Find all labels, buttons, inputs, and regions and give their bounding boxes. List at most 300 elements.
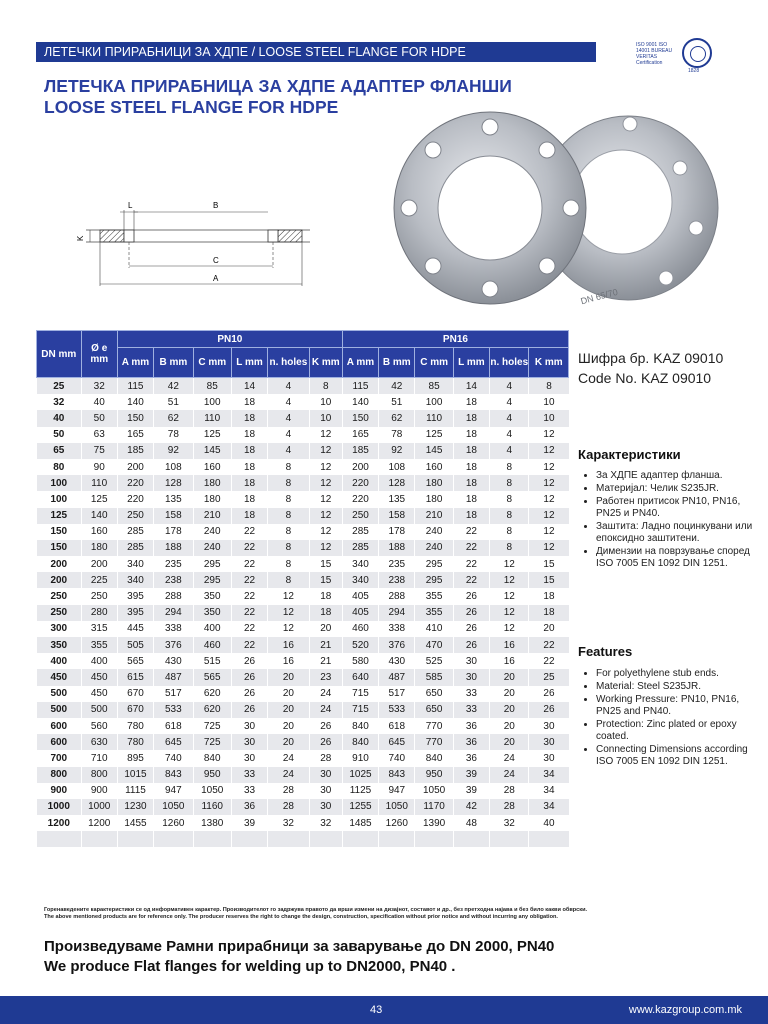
table-cell: 26 bbox=[453, 588, 489, 604]
table-cell-empty bbox=[379, 831, 415, 847]
table-cell: 62 bbox=[379, 410, 415, 426]
table-cell: 18 bbox=[231, 508, 267, 524]
table-cell: 18 bbox=[309, 588, 342, 604]
table-cell: 15 bbox=[309, 572, 342, 588]
table-cell: 8 bbox=[490, 508, 529, 524]
page-footer bbox=[0, 996, 768, 1024]
table-cell: 30 bbox=[529, 750, 569, 766]
table-cell: 250 bbox=[81, 588, 117, 604]
table-cell: 12 bbox=[529, 540, 569, 556]
table-cell: 4 bbox=[268, 394, 309, 410]
table-cell: 18 bbox=[453, 410, 489, 426]
table-cell: 1115 bbox=[117, 783, 153, 799]
table-cell: 10 bbox=[309, 394, 342, 410]
table-cell: 4 bbox=[490, 410, 529, 426]
table-cell: 780 bbox=[117, 718, 153, 734]
table-cell: 20 bbox=[268, 734, 309, 750]
table-cell: 180 bbox=[81, 540, 117, 556]
cell-dn: 100 bbox=[37, 491, 82, 507]
table-cell-empty bbox=[37, 831, 82, 847]
table-cell: 178 bbox=[379, 524, 415, 540]
table-cell: 18 bbox=[529, 588, 569, 604]
table-cell: 8 bbox=[268, 475, 309, 491]
table-cell: 250 bbox=[117, 508, 153, 524]
table-cell: 4 bbox=[268, 443, 309, 459]
table-cell: 32 bbox=[309, 815, 342, 831]
characteristics-heading: Карактеристики bbox=[578, 447, 681, 462]
table-cell: 188 bbox=[154, 540, 193, 556]
table-cell: 18 bbox=[453, 459, 489, 475]
table-row bbox=[37, 524, 569, 540]
table-cell: 18 bbox=[231, 443, 267, 459]
table-cell: 20 bbox=[268, 686, 309, 702]
table-cell: 22 bbox=[231, 572, 267, 588]
table-cell: 28 bbox=[490, 783, 529, 799]
table-cell: 26 bbox=[453, 637, 489, 653]
table-cell: 185 bbox=[342, 443, 378, 459]
table-cell: 400 bbox=[193, 621, 231, 637]
table-cell: 520 bbox=[342, 637, 378, 653]
table-cell: 910 bbox=[342, 750, 378, 766]
table-cell: 220 bbox=[117, 491, 153, 507]
table-cell: 238 bbox=[379, 572, 415, 588]
table-cell: 20 bbox=[309, 621, 342, 637]
table-cell: 405 bbox=[342, 588, 378, 604]
table-cell: 12 bbox=[268, 605, 309, 621]
table-cell: 110 bbox=[415, 410, 453, 426]
table-cell: 900 bbox=[81, 783, 117, 799]
header-outer-diameter: Ø e mm bbox=[81, 331, 117, 378]
table-cell: 158 bbox=[154, 508, 193, 524]
table-cell: 180 bbox=[193, 475, 231, 491]
table-cell: 20 bbox=[268, 702, 309, 718]
page-title-en: LOOSE STEEL FLANGE FOR HDPE bbox=[44, 97, 339, 117]
table-cell-empty bbox=[81, 831, 117, 847]
table-row bbox=[37, 653, 569, 669]
cell-dn: 300 bbox=[37, 621, 82, 637]
dim-label-k: K bbox=[76, 235, 85, 241]
table-cell: 33 bbox=[453, 686, 489, 702]
table-cell: 135 bbox=[154, 491, 193, 507]
table-row bbox=[37, 669, 569, 685]
table-cell: 1050 bbox=[193, 783, 231, 799]
table-row bbox=[37, 491, 569, 507]
list-item: • Connecting Dimensions according ISO 7005 EN 1092 DIN 1251. bbox=[596, 744, 756, 768]
dim-label-b: B bbox=[213, 201, 219, 210]
subheader-pn16-1: B mm bbox=[379, 348, 415, 378]
table-cell: 165 bbox=[342, 427, 378, 443]
table-row bbox=[37, 540, 569, 556]
table-cell: 158 bbox=[379, 508, 415, 524]
subheader-pn16-4: n. holes bbox=[490, 348, 529, 378]
table-cell: 1160 bbox=[193, 799, 231, 815]
table-cell: 125 bbox=[415, 427, 453, 443]
cell-dn: 500 bbox=[37, 686, 82, 702]
table-cell: 487 bbox=[379, 669, 415, 685]
table-cell: 34 bbox=[529, 799, 569, 815]
table-cell: 30 bbox=[231, 750, 267, 766]
table-cell: 840 bbox=[193, 750, 231, 766]
table-cell: 178 bbox=[154, 524, 193, 540]
table-cell: 33 bbox=[231, 783, 267, 799]
table-cell: 12 bbox=[309, 459, 342, 475]
table-cell: 18 bbox=[231, 427, 267, 443]
table-cell: 26 bbox=[529, 686, 569, 702]
table-cell: 8 bbox=[268, 572, 309, 588]
table-cell: 12 bbox=[309, 540, 342, 556]
table-cell: 42 bbox=[379, 378, 415, 395]
table-cell: 22 bbox=[529, 637, 569, 653]
table-cell: 8 bbox=[490, 475, 529, 491]
table-cell: 24 bbox=[490, 750, 529, 766]
table-cell: 39 bbox=[231, 815, 267, 831]
table-cell: 533 bbox=[379, 702, 415, 718]
table-cell: 350 bbox=[193, 588, 231, 604]
cell-dn: 150 bbox=[37, 540, 82, 556]
table-cell: 12 bbox=[529, 508, 569, 524]
table-cell: 460 bbox=[193, 637, 231, 653]
table-cell: 30 bbox=[453, 669, 489, 685]
table-cell: 185 bbox=[117, 443, 153, 459]
table-cell: 1230 bbox=[117, 799, 153, 815]
table-cell: 26 bbox=[231, 702, 267, 718]
cell-dn: 500 bbox=[37, 702, 82, 718]
table-cell: 410 bbox=[415, 621, 453, 637]
table-cell: 40 bbox=[529, 815, 569, 831]
list-item: • Заштита: Ладно поцинкувани или епоксидно заштитени. bbox=[596, 521, 756, 545]
bureau-veritas-seal-icon bbox=[682, 38, 712, 68]
table-cell: 36 bbox=[453, 718, 489, 734]
subheader-pn10-0: A mm bbox=[117, 348, 153, 378]
table-cell: 1455 bbox=[117, 815, 153, 831]
header-pn10: PN10 bbox=[117, 331, 342, 348]
table-cell: 200 bbox=[117, 459, 153, 475]
table-cell: 26 bbox=[529, 702, 569, 718]
dimensions-table bbox=[36, 330, 569, 847]
table-cell: 22 bbox=[231, 605, 267, 621]
table-cell: 30 bbox=[231, 718, 267, 734]
table-cell: 200 bbox=[342, 459, 378, 475]
table-cell: 355 bbox=[81, 637, 117, 653]
table-cell: 12 bbox=[490, 621, 529, 637]
table-cell: 200 bbox=[81, 556, 117, 572]
table-cell: 618 bbox=[154, 718, 193, 734]
table-cell: 28 bbox=[268, 783, 309, 799]
table-cell: 285 bbox=[117, 540, 153, 556]
table-cell: 85 bbox=[415, 378, 453, 395]
cell-dn: 800 bbox=[37, 767, 82, 783]
table-cell-empty bbox=[193, 831, 231, 847]
table-cell: 505 bbox=[117, 637, 153, 653]
cell-dn: 65 bbox=[37, 443, 82, 459]
table-cell: 39 bbox=[453, 767, 489, 783]
table-cell: 1260 bbox=[379, 815, 415, 831]
table-cell: 340 bbox=[342, 556, 378, 572]
table-cell: 650 bbox=[415, 686, 453, 702]
table-cell: 30 bbox=[529, 734, 569, 750]
table-cell: 338 bbox=[379, 621, 415, 637]
table-row bbox=[37, 588, 569, 604]
cell-dn: 600 bbox=[37, 718, 82, 734]
table-cell: 8 bbox=[490, 459, 529, 475]
table-row bbox=[37, 443, 569, 459]
table-cell: 115 bbox=[342, 378, 378, 395]
table-cell: 1200 bbox=[81, 815, 117, 831]
subheader-pn16-0: A mm bbox=[342, 348, 378, 378]
table-cell: 470 bbox=[415, 637, 453, 653]
table-cell: 430 bbox=[154, 653, 193, 669]
website-link[interactable]: www.kazgroup.com.mk bbox=[628, 1004, 742, 1016]
table-cell: 108 bbox=[379, 459, 415, 475]
table-cell: 1260 bbox=[154, 815, 193, 831]
table-cell: 22 bbox=[231, 621, 267, 637]
table-cell: 295 bbox=[415, 556, 453, 572]
table-cell: 145 bbox=[193, 443, 231, 459]
table-row bbox=[37, 572, 569, 588]
table-cell: 770 bbox=[415, 718, 453, 734]
table-cell: 715 bbox=[342, 702, 378, 718]
table-cell: 22 bbox=[453, 524, 489, 540]
table-cell: 715 bbox=[342, 686, 378, 702]
table-cell: 22 bbox=[231, 524, 267, 540]
table-cell: 180 bbox=[415, 491, 453, 507]
table-cell: 16 bbox=[490, 653, 529, 669]
cell-dn: 200 bbox=[37, 572, 82, 588]
table-cell: 22 bbox=[231, 637, 267, 653]
table-cell: 28 bbox=[309, 750, 342, 766]
table-cell: 8 bbox=[268, 459, 309, 475]
table-row bbox=[37, 427, 569, 443]
cell-dn: 80 bbox=[37, 459, 82, 475]
table-cell: 565 bbox=[193, 669, 231, 685]
table-cell: 42 bbox=[453, 799, 489, 815]
cell-dn: 200 bbox=[37, 556, 82, 572]
table-row bbox=[37, 605, 569, 621]
table-cell: 670 bbox=[117, 686, 153, 702]
table-cell: 24 bbox=[309, 686, 342, 702]
characteristics-list bbox=[582, 470, 756, 571]
table-cell: 18 bbox=[231, 459, 267, 475]
table-cell: 645 bbox=[379, 734, 415, 750]
section-header-bar: ЛЕТЕЧКИ ПРИРАБНИЦИ ЗА ХДПЕ / LOOSE STEEL FLANGE FOR HDPE bbox=[36, 42, 596, 62]
cell-dn: 100 bbox=[37, 475, 82, 491]
table-row bbox=[37, 556, 569, 572]
table-cell: 160 bbox=[415, 459, 453, 475]
table-cell: 145 bbox=[415, 443, 453, 459]
table-cell: 840 bbox=[342, 734, 378, 750]
table-cell: 18 bbox=[453, 443, 489, 459]
product-code-mk: Шифра бр. KAZ 09010 bbox=[578, 350, 724, 366]
table-cell: 180 bbox=[415, 475, 453, 491]
table-cell: 20 bbox=[490, 686, 529, 702]
table-cell-empty bbox=[490, 831, 529, 847]
table-cell: 4 bbox=[268, 410, 309, 426]
table-cell: 20 bbox=[490, 702, 529, 718]
table-cell: 800 bbox=[81, 767, 117, 783]
table-cell: 340 bbox=[117, 572, 153, 588]
header-pn16: PN16 bbox=[342, 331, 568, 348]
table-cell: 10 bbox=[309, 410, 342, 426]
disclaimer-en: The above mentioned products are for reference only. The producer reserves the right to change the design, construction, specification without prior notice and without incurring any obligation. bbox=[44, 914, 558, 920]
table-cell: 400 bbox=[81, 653, 117, 669]
table-cell: 8 bbox=[529, 378, 569, 395]
table-cell: 1390 bbox=[415, 815, 453, 831]
table-row bbox=[37, 767, 569, 783]
table-cell: 24 bbox=[268, 750, 309, 766]
list-item: • Материјал: Челик S235JR. bbox=[596, 483, 756, 495]
table-cell: 1380 bbox=[193, 815, 231, 831]
table-cell: 28 bbox=[490, 799, 529, 815]
table-cell: 18 bbox=[453, 508, 489, 524]
table-cell: 285 bbox=[342, 524, 378, 540]
table-cell: 22 bbox=[529, 653, 569, 669]
cell-dn: 400 bbox=[37, 653, 82, 669]
table-cell: 1485 bbox=[342, 815, 378, 831]
table-cell-empty bbox=[154, 831, 193, 847]
table-cell: 18 bbox=[453, 394, 489, 410]
table-cell: 895 bbox=[117, 750, 153, 766]
table-cell: 8 bbox=[268, 491, 309, 507]
flange-technical-drawing bbox=[70, 190, 330, 290]
table-cell: 20 bbox=[490, 734, 529, 750]
table-cell: 843 bbox=[379, 767, 415, 783]
table-cell: 445 bbox=[117, 621, 153, 637]
table-cell: 620 bbox=[193, 686, 231, 702]
table-cell: 840 bbox=[415, 750, 453, 766]
table-cell: 285 bbox=[117, 524, 153, 540]
table-cell: 18 bbox=[453, 427, 489, 443]
table-cell: 32 bbox=[490, 815, 529, 831]
table-cell: 8 bbox=[268, 524, 309, 540]
cell-dn: 1000 bbox=[37, 799, 82, 815]
cell-dn: 900 bbox=[37, 783, 82, 799]
table-cell: 150 bbox=[117, 410, 153, 426]
table-cell: 8 bbox=[309, 378, 342, 395]
table-cell: 32 bbox=[268, 815, 309, 831]
table-cell: 140 bbox=[342, 394, 378, 410]
flat-flanges-note-mk: Произведуваме Рамни прирабници за заварување до DN 2000, PN40 bbox=[44, 938, 555, 955]
table-cell: 450 bbox=[81, 669, 117, 685]
cell-dn: 1200 bbox=[37, 815, 82, 831]
table-cell: 950 bbox=[193, 767, 231, 783]
table-row-empty bbox=[37, 831, 569, 847]
table-cell: 36 bbox=[231, 799, 267, 815]
table-cell: 16 bbox=[490, 637, 529, 653]
table-cell: 220 bbox=[342, 491, 378, 507]
table-row bbox=[37, 637, 569, 653]
table-cell: 740 bbox=[379, 750, 415, 766]
table-cell: 770 bbox=[415, 734, 453, 750]
table-cell: 640 bbox=[342, 669, 378, 685]
table-cell: 12 bbox=[529, 443, 569, 459]
table-cell: 780 bbox=[117, 734, 153, 750]
table-cell: 250 bbox=[342, 508, 378, 524]
features-heading: Features bbox=[578, 644, 633, 659]
table-cell: 10 bbox=[529, 410, 569, 426]
table-cell: 128 bbox=[379, 475, 415, 491]
table-cell: 8 bbox=[490, 491, 529, 507]
cell-dn: 32 bbox=[37, 394, 82, 410]
table-cell: 36 bbox=[453, 750, 489, 766]
table-cell: 50 bbox=[81, 410, 117, 426]
table-row bbox=[37, 815, 569, 831]
table-cell: 78 bbox=[154, 427, 193, 443]
table-cell: 295 bbox=[415, 572, 453, 588]
table-cell: 294 bbox=[154, 605, 193, 621]
table-cell: 430 bbox=[379, 653, 415, 669]
flat-flanges-note-en: We produce Flat flanges for welding up to DN2000, PN40 . bbox=[44, 958, 456, 975]
cell-dn: 125 bbox=[37, 508, 82, 524]
table-cell: 285 bbox=[342, 540, 378, 556]
table-cell: 180 bbox=[193, 491, 231, 507]
table-cell: 12 bbox=[309, 508, 342, 524]
table-cell: 51 bbox=[154, 394, 193, 410]
table-cell: 24 bbox=[268, 767, 309, 783]
table-cell: 18 bbox=[231, 491, 267, 507]
table-row bbox=[37, 718, 569, 734]
table-cell: 24 bbox=[309, 702, 342, 718]
table-cell: 12 bbox=[490, 572, 529, 588]
certification-logo bbox=[636, 38, 716, 74]
table-cell: 630 bbox=[81, 734, 117, 750]
table-cell: 26 bbox=[309, 718, 342, 734]
dim-label-a: A bbox=[213, 274, 219, 283]
table-cell: 350 bbox=[193, 605, 231, 621]
table-cell: 8 bbox=[490, 540, 529, 556]
table-cell: 150 bbox=[342, 410, 378, 426]
table-cell: 160 bbox=[193, 459, 231, 475]
table-cell: 338 bbox=[154, 621, 193, 637]
table-cell: 288 bbox=[154, 588, 193, 604]
table-cell: 1025 bbox=[342, 767, 378, 783]
cell-dn: 150 bbox=[37, 524, 82, 540]
table-cell: 725 bbox=[193, 734, 231, 750]
table-cell: 710 bbox=[81, 750, 117, 766]
table-cell: 12 bbox=[309, 427, 342, 443]
table-cell: 90 bbox=[81, 459, 117, 475]
table-cell: 315 bbox=[81, 621, 117, 637]
list-item: • For polyethylene stub ends. bbox=[596, 668, 756, 680]
list-item: • Working Pressure: PN10, PN16, PN25 and PN40. bbox=[596, 694, 756, 718]
table-cell: 4 bbox=[490, 427, 529, 443]
table-cell: 8 bbox=[268, 556, 309, 572]
cell-dn: 600 bbox=[37, 734, 82, 750]
table-cell: 376 bbox=[154, 637, 193, 653]
table-cell-empty bbox=[117, 831, 153, 847]
table-cell: 280 bbox=[81, 605, 117, 621]
table-cell: 22 bbox=[231, 556, 267, 572]
table-cell: 21 bbox=[309, 637, 342, 653]
table-cell: 15 bbox=[309, 556, 342, 572]
table-row bbox=[37, 799, 569, 815]
table-cell: 110 bbox=[193, 410, 231, 426]
table-cell: 30 bbox=[309, 767, 342, 783]
table-cell: 78 bbox=[379, 427, 415, 443]
table-cell: 740 bbox=[154, 750, 193, 766]
table-cell: 128 bbox=[154, 475, 193, 491]
table-cell: 240 bbox=[193, 524, 231, 540]
table-cell: 210 bbox=[415, 508, 453, 524]
table-cell: 1050 bbox=[379, 799, 415, 815]
table-cell: 34 bbox=[529, 783, 569, 799]
table-cell: 240 bbox=[415, 540, 453, 556]
table-cell: 4 bbox=[490, 378, 529, 395]
header-dn: DN mm bbox=[37, 331, 82, 378]
table-cell: 20 bbox=[268, 718, 309, 734]
subheader-pn16-5: K mm bbox=[529, 348, 569, 378]
table-cell: 26 bbox=[231, 669, 267, 685]
table-row bbox=[37, 410, 569, 426]
